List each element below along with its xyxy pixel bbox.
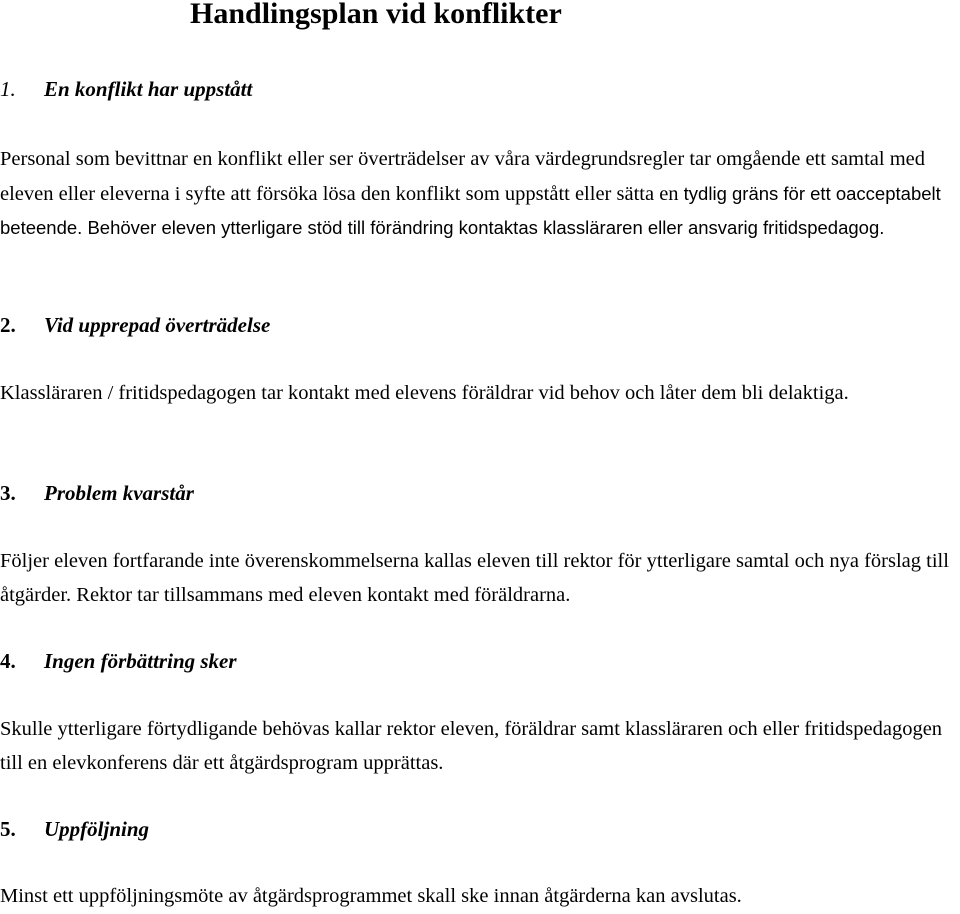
section-4-paragraph: Skulle ytterligare förtydligande behövas kallar rektor eleven, föräldrar samt klassläraren och eller fritidspedagogen till en elevkonferens där ett åtgärdsprogram upprättas.: [0, 718, 943, 774]
section-5-paragraph: Minst ett uppföljningsmöte av åtgärdsprogrammet skall ske innan åtgärderna kan avslutas.: [0, 885, 742, 907]
section-1-text-serif: Personal som bevittnar en konflikt eller ser överträdelser av våra värdegrundsregler tar omgående ett samtal med eleven eller eleverna i syfte att försöka lösa den konflikt som uppstått eller sätta en: [0, 148, 925, 205]
section-2-paragraph: Klassläraren / fritidspedagogen tar kontakt med elevens föräldrar vid behov och låter dem bli delaktiga.: [0, 382, 849, 404]
section-3-number: 3.: [0, 481, 16, 505]
section-1-paragraph: [0, 143, 960, 246]
section-4-heading: [0, 648, 237, 674]
section-1-title: En konflikt har uppstått: [44, 77, 253, 101]
section-1-heading: [0, 76, 252, 102]
section-5-title: Uppföljning: [44, 817, 150, 841]
section-5-number: 5.: [0, 817, 16, 841]
section-2-number: 2.: [0, 313, 16, 337]
section-2-title: Vid upprepad överträdelse: [44, 313, 271, 337]
section-5-heading: [0, 816, 149, 842]
section-3-title: Problem kvarstår: [44, 481, 194, 505]
document-title: Handlingsplan vid konflikter: [190, 0, 562, 30]
section-1-number: 1.: [0, 77, 16, 101]
section-2-heading: [0, 312, 270, 338]
section-3-heading: [0, 480, 194, 506]
section-3-paragraph: Följer eleven fortfarande inte överenskommelserna kallas eleven till rektor för ytterligare samtal och nya förslag till åtgärder. Rektor tar tillsammans med eleven kontakt med föräldrarna.: [0, 550, 949, 606]
section-1-text-sans: tydlig gräns för ett oacceptabelt beteende. Behöver eleven ytterligare stöd till förändring kontaktas klassläraren eller ansvarig fritidspedagog.: [0, 182, 941, 238]
section-4-title: Ingen förbättring sker: [44, 649, 237, 673]
section-4-number: 4.: [0, 649, 16, 673]
